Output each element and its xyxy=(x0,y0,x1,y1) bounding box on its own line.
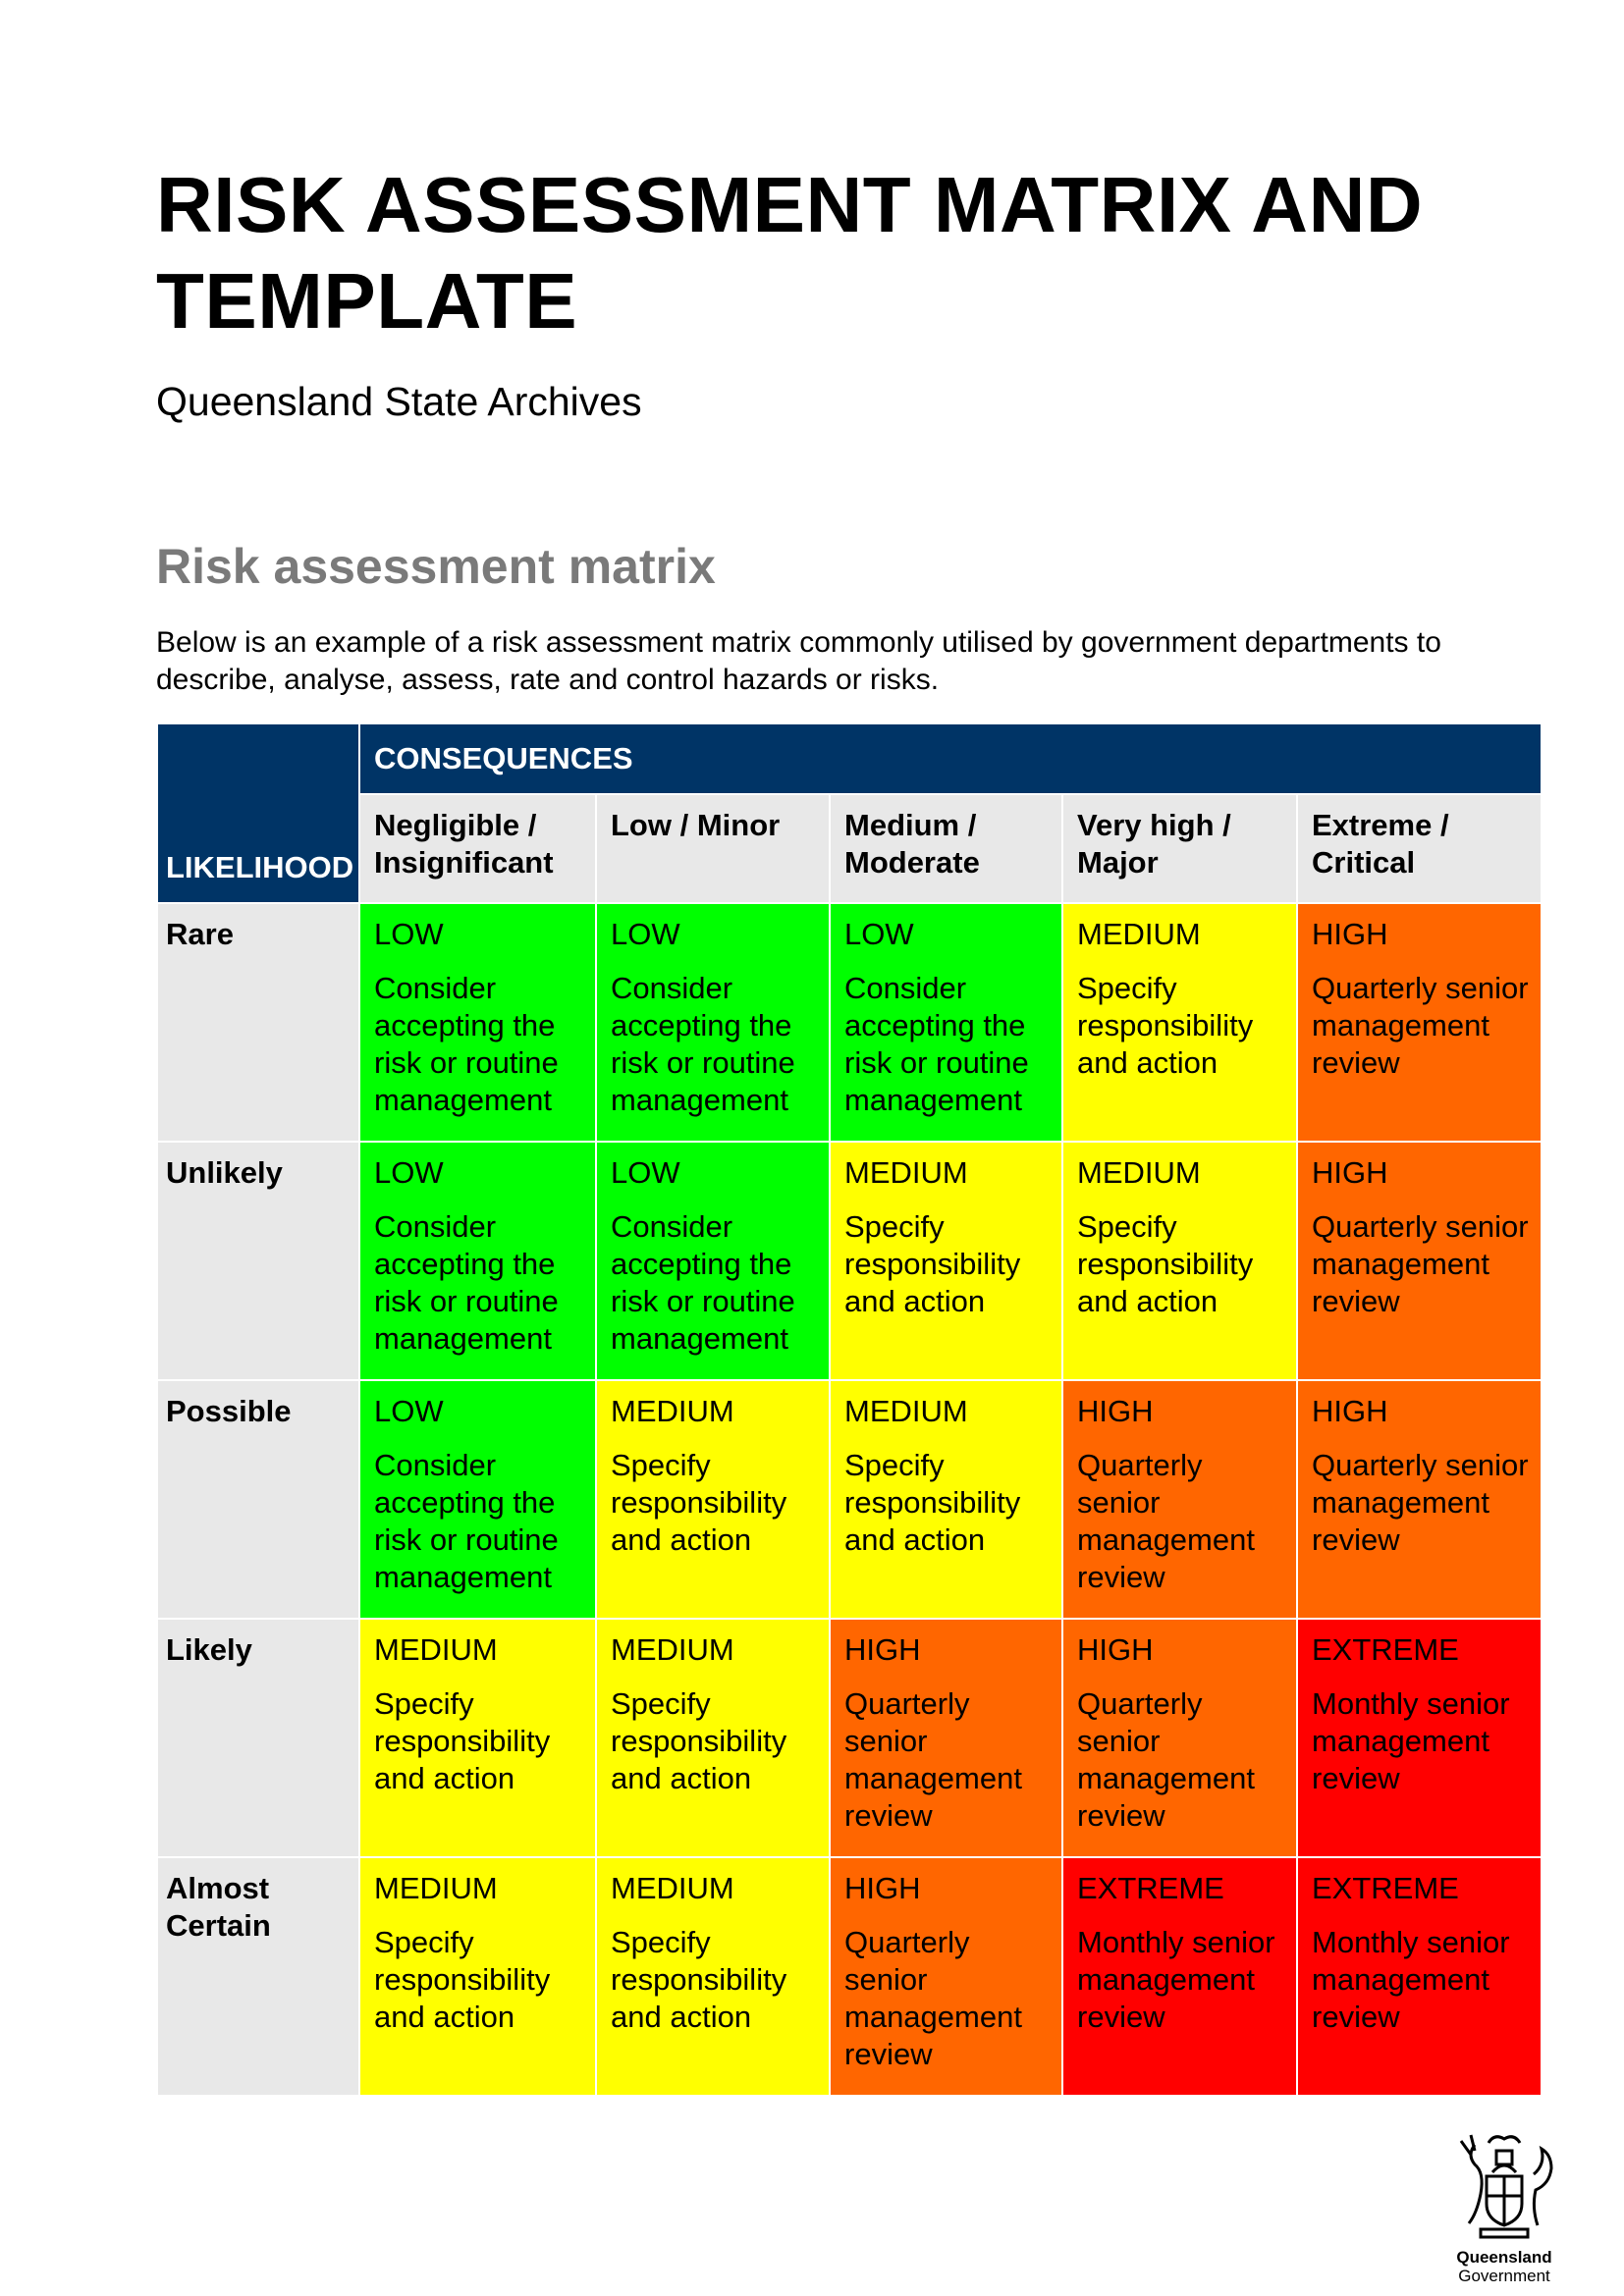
risk-level: HIGH xyxy=(1312,1394,1388,1428)
risk-level: MEDIUM xyxy=(611,1394,734,1428)
risk-cell-high xyxy=(830,1857,1062,2096)
risk-level: MEDIUM xyxy=(844,1394,968,1428)
likelihood-label: Likely xyxy=(157,1619,359,1857)
likelihood-label: Almost Certain xyxy=(157,1857,359,2096)
risk-cell-extreme xyxy=(1297,1857,1542,2096)
risk-action: Consider accepting the risk or routine management xyxy=(844,971,1029,1117)
risk-cell-low xyxy=(830,903,1062,1142)
risk-action: Specify responsibility and action xyxy=(1077,1209,1254,1318)
queensland-government-logo xyxy=(1435,2125,1573,2285)
logo-wordmark-line1: Queensland xyxy=(1456,2248,1552,2267)
risk-cell-medium xyxy=(830,1142,1062,1380)
matrix-row xyxy=(157,1142,1542,1380)
risk-action: Specify responsibility and action xyxy=(844,1209,1021,1318)
risk-action: Specify responsibility and action xyxy=(611,1925,787,2034)
risk-level: MEDIUM xyxy=(1077,1155,1201,1190)
risk-action: Quarterly senior management review xyxy=(1312,1209,1529,1318)
consequence-column-headers xyxy=(157,794,1542,903)
likelihood-header: LIKELIHOOD xyxy=(157,723,359,903)
risk-level: HIGH xyxy=(1312,917,1388,951)
risk-action: Quarterly senior management review xyxy=(844,1686,1022,1833)
risk-level: MEDIUM xyxy=(611,1871,734,1905)
risk-cell-medium xyxy=(359,1857,596,2096)
matrix-row xyxy=(157,1380,1542,1619)
risk-action: Specify responsibility and action xyxy=(611,1448,787,1557)
risk-cell-low xyxy=(359,1380,596,1619)
risk-cell-high xyxy=(1297,1380,1542,1619)
risk-cell-extreme xyxy=(1297,1619,1542,1857)
risk-level: EXTREME xyxy=(1077,1871,1224,1905)
risk-level: LOW xyxy=(611,1155,680,1190)
risk-cell-low xyxy=(359,1142,596,1380)
coat-of-arms-icon xyxy=(1445,2125,1563,2243)
risk-level: HIGH xyxy=(1312,1155,1388,1190)
risk-level: HIGH xyxy=(1077,1394,1154,1428)
risk-action: Quarterly senior management review xyxy=(1077,1686,1255,1833)
risk-action: Quarterly senior management review xyxy=(1077,1448,1255,1594)
risk-level: LOW xyxy=(844,917,914,951)
risk-action: Monthly senior management review xyxy=(1312,1925,1510,2034)
risk-level: LOW xyxy=(374,917,444,951)
consequences-header: CONSEQUENCES xyxy=(359,723,1542,794)
risk-action: Specify responsibility and action xyxy=(1077,971,1254,1080)
risk-action: Consider accepting the risk or routine management xyxy=(374,1448,559,1594)
risk-cell-high xyxy=(1297,1142,1542,1380)
risk-cell-medium xyxy=(359,1619,596,1857)
risk-cell-extreme xyxy=(1062,1857,1297,2096)
likelihood-label: Possible xyxy=(157,1380,359,1619)
risk-level: EXTREME xyxy=(1312,1871,1459,1905)
risk-level: MEDIUM xyxy=(374,1632,498,1667)
risk-cell-high xyxy=(1062,1380,1297,1619)
risk-action: Specify responsibility and action xyxy=(611,1686,787,1795)
risk-level: EXTREME xyxy=(1312,1632,1459,1667)
risk-cell-low xyxy=(359,903,596,1142)
risk-action: Specify responsibility and action xyxy=(374,1686,551,1795)
risk-cell-low xyxy=(596,903,830,1142)
risk-level: HIGH xyxy=(844,1871,921,1905)
risk-action: Monthly senior management review xyxy=(1312,1686,1510,1795)
risk-level: MEDIUM xyxy=(374,1871,498,1905)
risk-cell-high xyxy=(830,1619,1062,1857)
logo-wordmark-line2: Government xyxy=(1458,2267,1550,2285)
risk-cell-medium xyxy=(596,1857,830,2096)
risk-cell-high xyxy=(1297,903,1542,1142)
risk-action: Quarterly senior management review xyxy=(844,1925,1022,2071)
risk-level: HIGH xyxy=(1077,1632,1154,1667)
risk-level: LOW xyxy=(374,1155,444,1190)
risk-cell-low xyxy=(596,1142,830,1380)
risk-cell-medium xyxy=(596,1380,830,1619)
matrix-row xyxy=(157,1857,1542,2096)
risk-level: LOW xyxy=(611,917,680,951)
matrix-row xyxy=(157,1619,1542,1857)
risk-action: Specify responsibility and action xyxy=(374,1925,551,2034)
risk-action: Monthly senior management review xyxy=(1077,1925,1275,2034)
risk-cell-high xyxy=(1062,1619,1297,1857)
risk-action: Specify responsibility and action xyxy=(844,1448,1021,1557)
risk-cell-medium xyxy=(596,1619,830,1857)
column-header: Low / Minor xyxy=(596,794,830,903)
column-header: Very high / Major xyxy=(1062,794,1297,903)
document-subtitle: Queensland State Archives xyxy=(156,379,642,424)
matrix-row xyxy=(157,903,1542,1142)
risk-action: Consider accepting the risk or routine management xyxy=(611,1209,795,1356)
risk-action: Quarterly senior management review xyxy=(1312,1448,1529,1557)
risk-level: HIGH xyxy=(844,1632,921,1667)
section-heading: Risk assessment matrix xyxy=(156,539,716,594)
risk-action: Consider accepting the risk or routine management xyxy=(374,971,559,1117)
risk-action: Consider accepting the risk or routine management xyxy=(611,971,795,1117)
risk-cell-medium xyxy=(1062,903,1297,1142)
risk-action: Quarterly senior management review xyxy=(1312,971,1529,1080)
risk-level: MEDIUM xyxy=(611,1632,734,1667)
likelihood-label: Rare xyxy=(157,903,359,1142)
column-header: Medium / Moderate xyxy=(830,794,1062,903)
risk-action: Consider accepting the risk or routine management xyxy=(374,1209,559,1356)
risk-level: LOW xyxy=(374,1394,444,1428)
risk-level: MEDIUM xyxy=(1077,917,1201,951)
likelihood-label: Unlikely xyxy=(157,1142,359,1380)
matrix-body xyxy=(157,903,1542,2096)
risk-level: MEDIUM xyxy=(844,1155,968,1190)
risk-matrix-table xyxy=(156,722,1543,2097)
intro-paragraph: Below is an example of a risk assessment matrix commonly utilised by government departments to describe, analyse, assess, rate and control hazards or risks. xyxy=(156,626,1441,696)
risk-cell-medium xyxy=(830,1380,1062,1619)
document-title: RISK ASSESSMENT MATRIX AND TEMPLATE xyxy=(156,161,1424,345)
column-header: Negligible / Insignificant xyxy=(359,794,596,903)
column-header: Extreme / Critical xyxy=(1297,794,1542,903)
risk-cell-medium xyxy=(1062,1142,1297,1380)
